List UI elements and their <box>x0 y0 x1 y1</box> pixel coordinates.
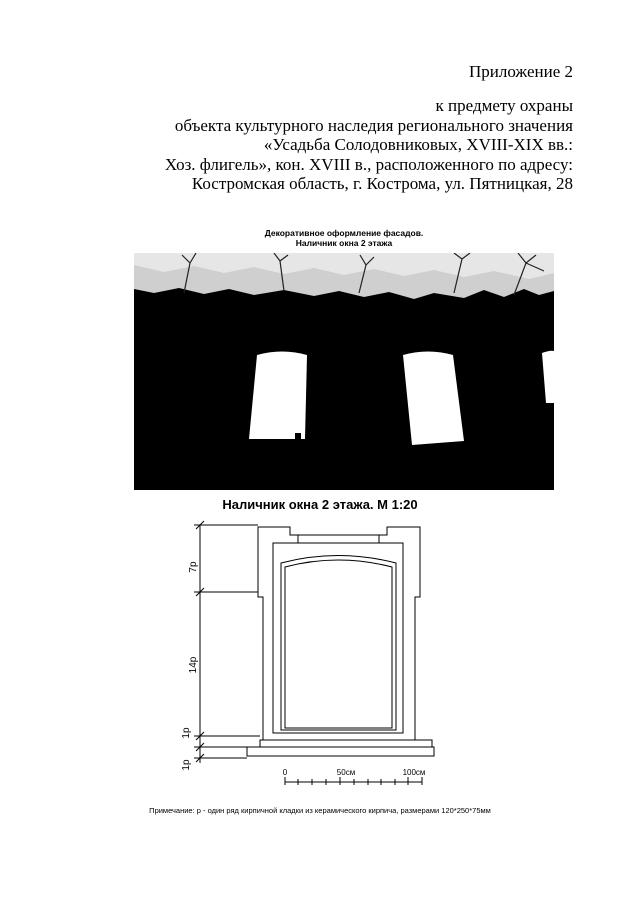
header-line: к предмету охраны <box>435 96 573 115</box>
photo-caption-line: Декоративное оформление фасадов. <box>264 228 424 238</box>
dimension-1r-lower: 1р <box>181 759 192 771</box>
window-opening <box>281 556 396 731</box>
photo-caption <box>134 228 554 248</box>
dimension-1r-upper: 1р <box>181 727 192 739</box>
dimension-14r: 14р <box>188 656 199 674</box>
header-line: Хоз. флигель», кон. XVIII в., расположенного по адресу: <box>164 154 573 174</box>
scale-label-0: 0 <box>282 768 288 777</box>
window-frame <box>273 543 403 733</box>
dimension-7r: 7р <box>188 561 199 573</box>
window-trim-drawing <box>160 515 460 800</box>
header-line: Костромская область, г. Кострома, ул. Пятницкая, 28 <box>191 174 573 193</box>
header-line: объекта культурного наследия регионального значения <box>174 115 573 135</box>
scale-label-100: 100см <box>402 768 426 777</box>
document-header <box>165 96 573 194</box>
photo-caption-line: Наличник окна 2 этажа <box>295 238 393 248</box>
header-line: «Усадьба Солодовниковых, XVIII-XIX вв.: <box>263 135 573 154</box>
window-sill <box>260 740 432 747</box>
appendix-label: Приложение 2 <box>469 62 573 81</box>
facade-photo <box>134 253 554 490</box>
footnote: Примечание: р - один ряд кирпичной кладки из керамического кирпича, размерами 120*250*75мм <box>149 806 491 815</box>
drawing-title: Наличник окна 2 этажа. М 1:20 <box>222 497 418 512</box>
scale-label-50: 50см <box>336 768 356 777</box>
